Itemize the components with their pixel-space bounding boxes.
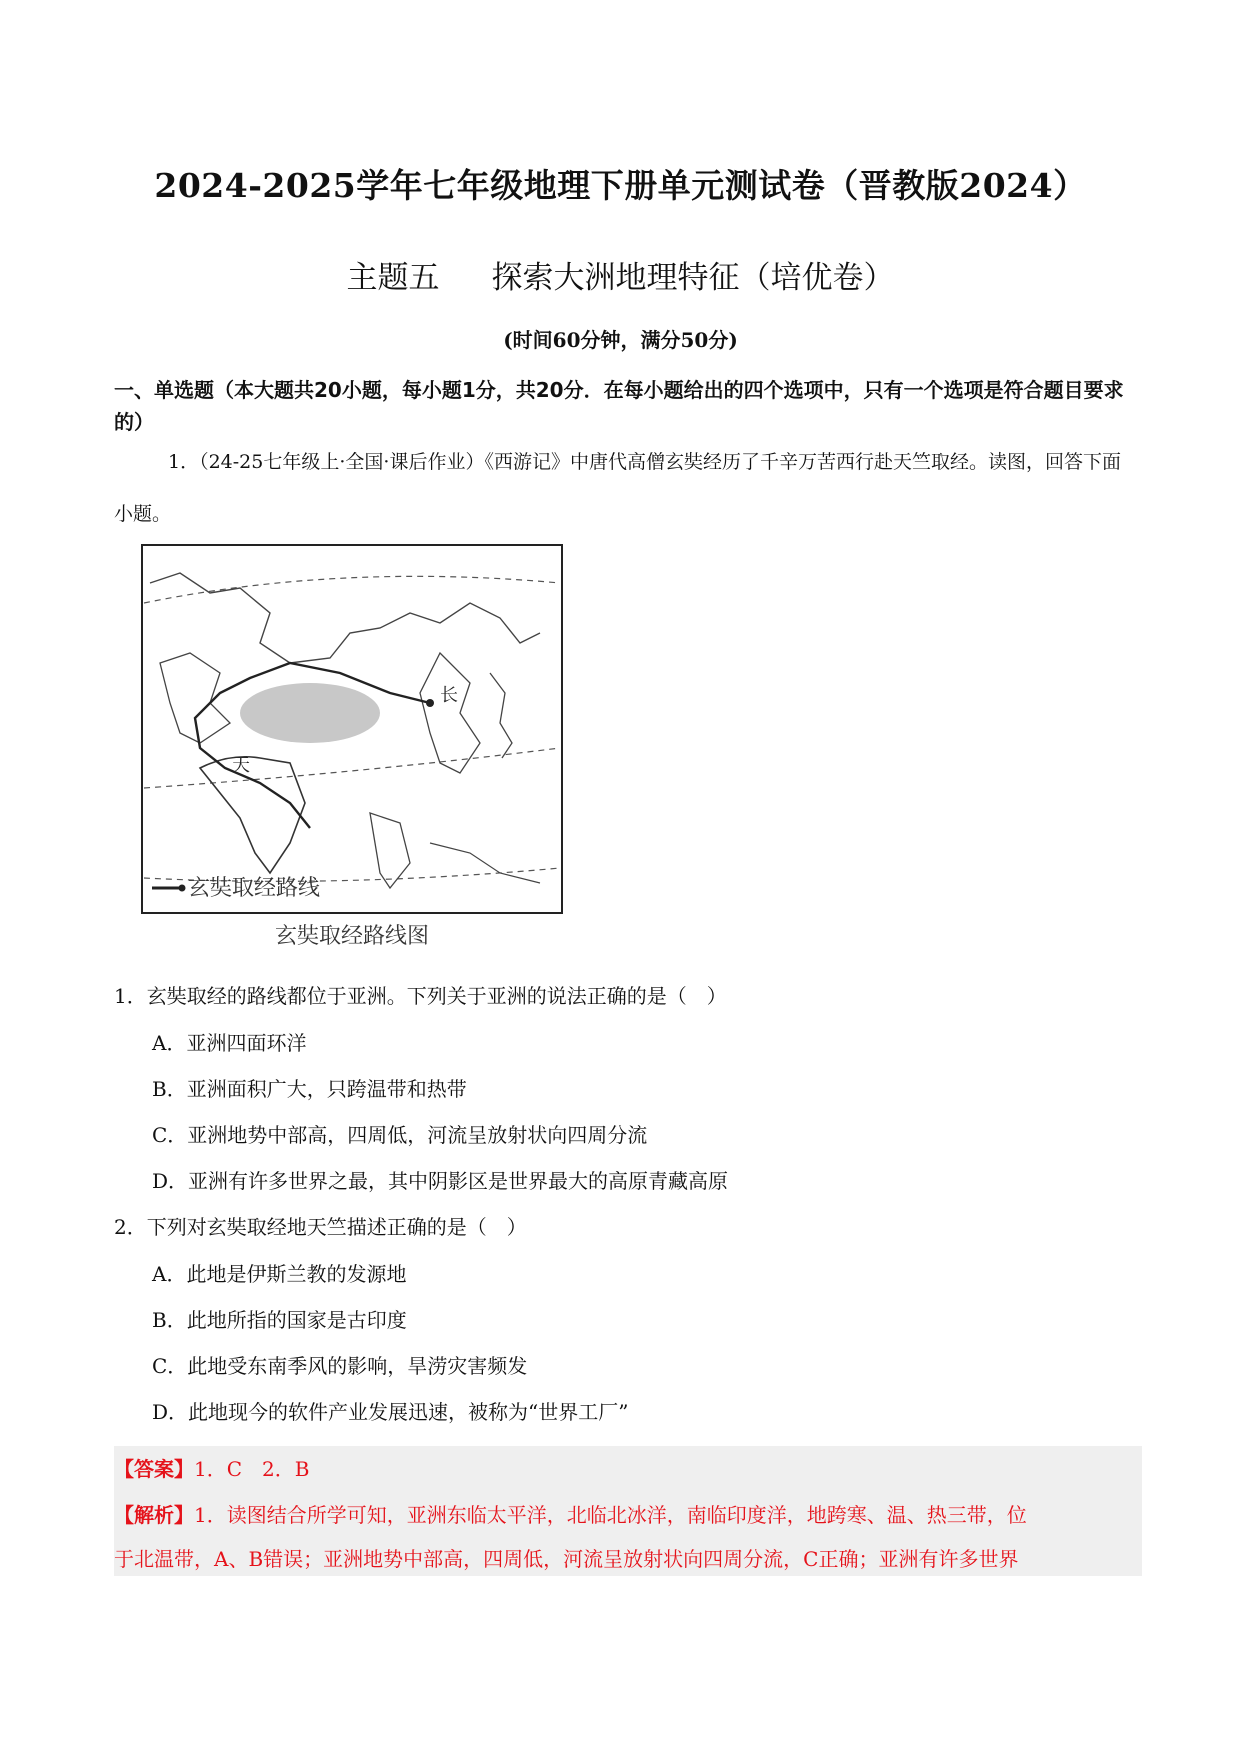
question-1-option-c[interactable]: C．亚洲地势中部高，四周低，河流呈放射状向四周分流 [152,1123,648,1147]
question-2-option-c[interactable]: C．此地受东南季风的影响，旱涝灾害频发 [152,1354,528,1378]
qinghai-tibet-plateau [240,683,380,743]
answer-text: 1．C 2．B [194,1457,310,1481]
map-label-tian: 天 [232,755,250,775]
map-label-chang: 长 [440,685,458,705]
question-1-option-a[interactable]: A．亚洲四面环洋 [152,1031,307,1055]
question-2-stem: 2．下列对玄奘取经地天竺描述正确的是（ ） [114,1215,527,1239]
route-start-dot [426,699,434,707]
question-1-option-b[interactable]: B．亚洲面积广大，只跨温带和热带 [152,1077,467,1101]
legend-marker-dot [179,885,186,892]
section-heading: 一、单选题（本大题共20小题，每小题1分，共20分．在每小题给出的四个选项中，只有一个选项是符合题目要求的） [114,378,1124,434]
answer-label: 【答案】 [114,1457,194,1481]
analysis-line-1: 1．读图结合所学可知，亚洲东临太平洋，北临北冰洋，南临印度洋，地跨寒、温、热三带，位 [194,1503,1027,1527]
analysis-row-1 [114,1500,1142,1530]
page-subtitle [0,252,1241,297]
map-graphic [140,543,564,953]
subtitle-topic: 探索大洲地理特征（培优卷） [491,260,895,296]
question-2-option-b[interactable]: B．此地所指的国家是古印度 [152,1308,407,1332]
analysis-line-2: 于北温带，A、B错误；亚洲地势中部高，四周低，河流呈放射状向四周分流，C正确；亚洲有许多世界 [114,1547,1019,1571]
question-1-stem: 1．玄奘取经的路线都位于亚洲。下列关于亚洲的说法正确的是（ ） [114,984,727,1008]
answer-block [114,1446,1142,1576]
question-1-option-d[interactable]: D．亚洲有许多世界之最，其中阴影区是世界最大的高原青藏高原 [152,1169,729,1193]
question-2-option-a[interactable]: A．此地是伊斯兰教的发源地 [152,1262,407,1286]
map-caption: 玄奘取经路线图 [274,923,430,948]
answer-row [114,1454,1142,1484]
question-2-option-d[interactable]: D．此地现今的软件产业发展迅速，被称为“世界工厂” [152,1400,629,1424]
question-intro: 1．（24-25七年级上·全国·课后作业）《西游记》中唐代高僧玄奘经历了千辛万苦西行赴天竺取经。读图，回答下面小题。 [114,451,1121,525]
time-info: (时间60分钟，满分50分) [503,328,738,352]
subtitle-theme: 主题五 [346,260,440,296]
analysis-label: 【解析】 [114,1503,194,1527]
xuanzang-route-map [140,543,564,953]
legend-label: 玄奘取经路线 [188,875,321,900]
page-title: 2024-2025学年七年级地理下册单元测试卷（晋教版2024） [154,166,1087,205]
